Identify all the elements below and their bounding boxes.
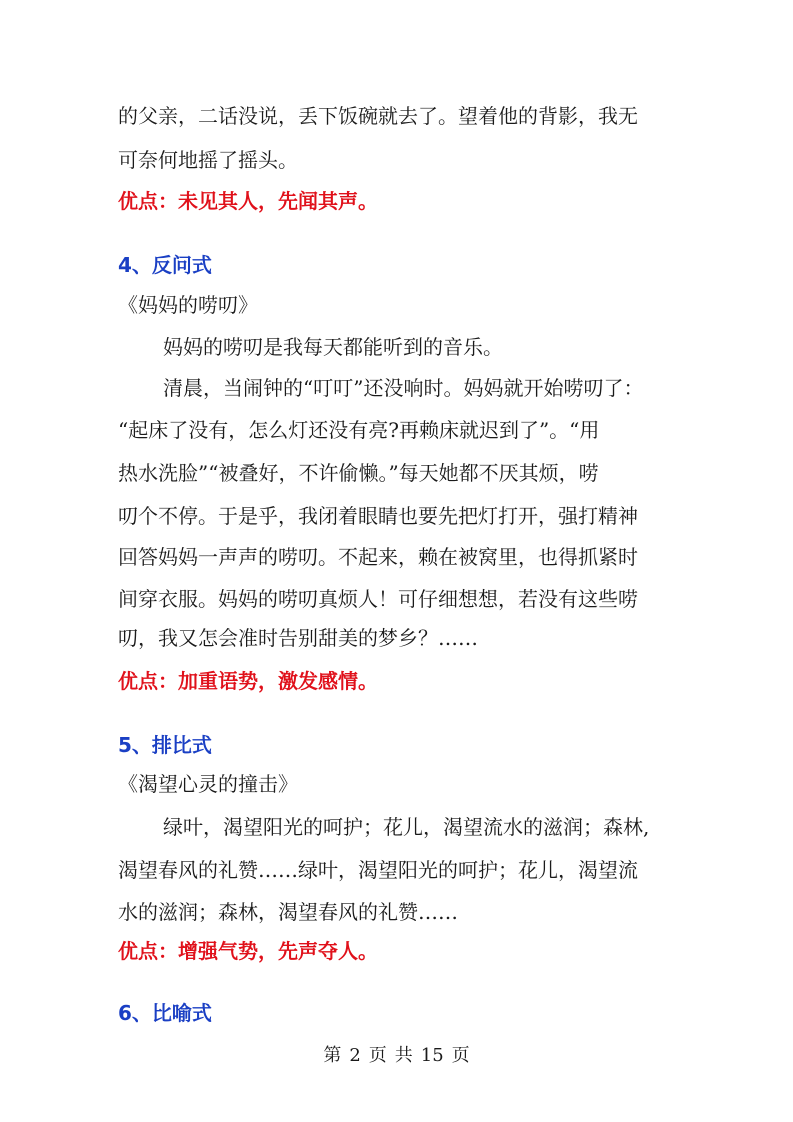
footer-page-word: 页: [368, 1045, 387, 1066]
paragraph-line: 间穿衣服。妈妈的唠叨真烦人！可仔细想想，若没有这些唠: [118, 587, 638, 611]
paragraph-line: 叨，我又怎会准时告别甜美的梦乡？……: [118, 626, 478, 650]
footer-page-number: 2: [349, 1045, 361, 1066]
paragraph-line: 热水洗脸”“被叠好，不许偷懒。”每天她都不厌其烦，唠: [118, 461, 599, 485]
paragraph-line: 清晨，当闹钟的“叮叮”还没响时。妈妈就开始唠叨了：: [163, 376, 644, 400]
section-heading: 5、排比式: [118, 733, 212, 757]
paragraph-line: “起床了没有，怎么灯还没有亮?再赖床就迟到了”。“用: [118, 418, 600, 442]
footer-suffix: 页: [451, 1045, 470, 1066]
essay-title: 《渴望心灵的撞击》: [118, 772, 298, 796]
footer-prefix: 第: [323, 1045, 342, 1066]
paragraph-line: 回答妈妈一声声的唠叨。不起来，赖在被窝里，也得抓紧时: [118, 545, 638, 569]
paragraph-line: 可奈何地摇了摇头。: [118, 148, 298, 172]
paragraph-line: 妈妈的唠叨是我每天都能听到的音乐。: [163, 335, 503, 359]
paragraph-line: 水的滋润；森林，渴望春风的礼赞……: [118, 900, 458, 924]
paragraph-line: 叨个不停。于是乎，我闭着眼睛也要先把灯打开，强打精神: [118, 504, 638, 528]
paragraph-line: 渴望春风的礼赞……绿叶，渴望阳光的呵护；花儿，渴望流: [118, 858, 638, 882]
page-footer: [0, 1044, 793, 1068]
advantage-note: 优点：未见其人，先闻其声。: [118, 189, 378, 213]
essay-title: 《妈妈的唠叨》: [118, 293, 258, 317]
advantage-note: 优点：加重语势，激发感情。: [118, 669, 378, 693]
advantage-note: 优点：增强气势，先声夺人。: [118, 939, 378, 963]
paragraph-line: 绿叶，渴望阳光的呵护；花儿，渴望流水的滋润；森林,: [163, 815, 650, 839]
section-heading: 6、比喻式: [118, 1001, 212, 1025]
paragraph-line: 的父亲，二话没说，丢下饭碗就去了。望着他的背影，我无: [118, 104, 638, 128]
section-heading: 4、反问式: [118, 253, 212, 277]
footer-total-word: 共: [394, 1045, 413, 1066]
footer-total-pages: 15: [420, 1045, 444, 1066]
